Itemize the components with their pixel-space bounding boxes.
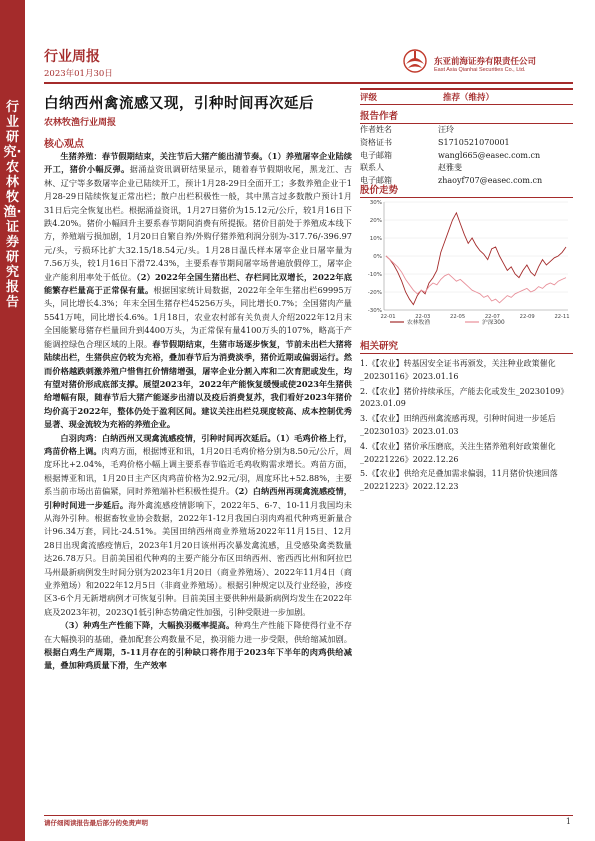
related-report-item[interactable]: 3.《【农业】田纳西州禽流感再现，引种时间进一步延后_20230103》2023.01.03 (360, 414, 556, 436)
y-tick-label: 0% (373, 254, 382, 260)
related-heading: 相关研究 (360, 338, 573, 354)
legend-label: 沪深300 (482, 320, 505, 326)
analyst-row (360, 162, 573, 175)
stock-price-chart (360, 198, 573, 330)
related-list (360, 358, 573, 494)
company-name-cn: 东亚前海证券有限责任公司 (434, 57, 537, 67)
report-title: 白纳西州禽流感又现，引种时间再次延后 (44, 96, 314, 112)
rating-bottom-bar (360, 104, 573, 105)
analyst-field-value[interactable]: wangl665@easec.com.cn (438, 150, 541, 160)
header-divider (44, 82, 573, 84)
text-segment: 据涌益资讯调研结果显示，随着春节假期收尾，黑龙江、吉林、辽宁等多数屠宰企业已陆续开工，预计1月28-29日全面开工；多数养殖企业于1月28-29日陆续恢复正常出栏；散户出栏积极性一般，其中黑言过多数散户预计1月31日后完全恢复出栏。根据涌益资讯，1月27日猪价为15.12元/公斤，较1月16日下跌4.20%。猪价小幅回升主要系春节期间消费有所提振。猪价目前处于养殖成本线下方，养殖端亏损加剧，1月20日自繁自养/外购仔猪养殖利润分别为-317.76/-396.97元/头，亏损环比扩大32.15/18.54元/头。1月28日温氏样本屠宰企业日屠宰量为7.56万头，较1月16日下滑72.43%，主要系春节期间屠宰场普遍放假停工，屠宰企业产能利用率处于低位。 (44, 164, 352, 282)
body-paragraph (44, 619, 352, 673)
analyst-field-value: 汪玲 (438, 125, 454, 134)
series-line-1 (386, 256, 566, 303)
y-tick-label: -20% (367, 290, 382, 296)
bold-text-segment: （2）2022年全国生猪出栏、存栏同比双增长，2022年底能繁存栏量高于正常保有量。 (44, 271, 352, 296)
series-line-0 (386, 213, 566, 305)
analyst-field-label: 资格证书 (360, 137, 392, 147)
body-column (44, 150, 352, 820)
analyst-field-label: 电子邮箱 (360, 150, 392, 160)
rating-top-bar (360, 88, 573, 90)
analyst-field-label: 联系人 (360, 163, 384, 173)
left-sidebar (0, 0, 25, 841)
chart-heading: 股价走势 (360, 182, 573, 198)
text-segment: 肉鸡方面，根据博亚和讯，1月20日毛鸡价格分别为8.50元/公斤，周度环比+2.04%，毛鸡价格小幅上调主要系春节临近毛鸡收购需求增长。鸡苗方面，根据博亚和讯，1月20日主产区肉鸡苗价格为2.92元/羽，周度环比+52.88%，主要系当前市场出苗偏紧，同时养殖端补栏积极性提升。 (44, 445, 352, 497)
body-paragraph (44, 432, 352, 620)
analyst-heading-wrap (360, 108, 573, 124)
y-tick-label: 10% (369, 236, 382, 242)
analyst-field-value: 赵雅斐 (438, 163, 462, 173)
analyst-row (360, 150, 573, 163)
bold-text-segment: 根据白鸡生产周期，5-11月存在的引种缺口将作用于2023年下半年的肉鸡供给减量，叠加种鸡质量下滑，生产效率 (44, 647, 352, 671)
related-report-item[interactable]: 1.《【农业】转基因安全证书再颁发，关注种业政策催化_20230116》2023.01.16 (360, 359, 556, 381)
report-type: 行业周报 (44, 49, 100, 65)
x-tick-label: 22-11 (554, 314, 570, 320)
x-tick-label: 22-01 (380, 314, 396, 320)
related-report-item[interactable]: 2.《【农业】猪价持续承压，产能去化或发生_20230109》2023.01.09 (360, 386, 569, 409)
analyst-row (360, 124, 573, 137)
rating-row (360, 91, 573, 103)
text-segment: 根据国家统计局数据，2022年全年生猪出栏69995万头，同比增长4.3%；年末全国生猪存栏45256万头，同比增长0.7%；全国猪肉产量5541万吨，同比增长4.6%。1月18日，农业农村部有关负责人介绍2022年12月末全国能繁母猪存栏量回升到4400万头，为正常保有量4100万头的107%，略高于产能调控绿色合理区域的上限。 (44, 285, 352, 349)
analyst-field-value: S1710521070001 (438, 137, 510, 147)
analyst-heading: 报告作者 (360, 108, 573, 124)
y-tick-label: -30% (367, 308, 382, 314)
disclaimer-note: 请仔细阅读报告最后部分的免责声明 (44, 819, 148, 827)
analyst-field-label: 作者姓名 (360, 125, 392, 134)
analyst-info (360, 124, 573, 188)
related-report-item[interactable]: 5.《【农业】供给充足叠加需求偏弱，11月猪价快速回落_20221223》2022.12.23 (360, 469, 558, 492)
related-report-item[interactable]: 4.《【农业】猪价承压磨底，关注生猪养殖利好政策催化_20221226》2022.12.26 (360, 441, 556, 464)
analyst-field-value[interactable]: zhaoyf707@easec.com.cn (438, 176, 543, 186)
x-tick-label: 22-05 (450, 314, 466, 320)
analyst-field-label: 电子邮箱 (360, 176, 392, 186)
page-number: 1 (565, 817, 571, 826)
rating-label: 评级 (360, 93, 378, 103)
report-date: 2023年01月30日 (44, 69, 113, 79)
legend-label: 农林牧渔 (407, 320, 431, 326)
sidebar-label: 行业研究·农林牧渔·证券研究报告 (3, 100, 22, 310)
x-tick-label: 22-09 (519, 314, 535, 320)
analyst-row (360, 137, 573, 150)
y-tick-label: 30% (369, 200, 382, 206)
text-segment: 海外禽流感疫情影响下，2022年5、6-7、10-11月我国均未从海外引种。根据畜牧业协会数据，2022年1-12月我国白羽肉鸡祖代种鸡更新量合计96.34万套，同比-24.51%。美国田纳西州商业养殖场2022年11月15日、12月28日出现禽流感疫情后，2023年1月20日该州再次暴发禽流感，且受感染禽类数量达26.78万只。目前美国祖代种鸡的主要产能分布区田纳西州、密西西比州和阿拉巴马州最新病例发生时间分别为2023年1月20日（商业养殖场）、2022年11月4日（商业养殖场）和2022年12月5日（非商业养殖场）。根据引种规定以及行业经验，涉疫区3-6个月无新增病例才可恢复引种。目前美国主要供种州最新病例均发生在2022年底及2023年初，2023Q1低引种态势确定性加强，引种受限进一步加剧。 (44, 499, 352, 617)
bold-text-segment: （3）种鸡生产性能下降，大幅换羽概率提高。 (60, 620, 235, 631)
body-paragraph (44, 150, 352, 432)
rating-value: 推荐（维持） (442, 93, 494, 103)
y-tick-label: -10% (367, 272, 382, 278)
text-segment: 种鸡生产性能下降使得行业不存在大幅换羽的基础，叠加配套公鸡数量不足，换羽能力进一步受限，供给缩减加剧。 (44, 620, 352, 644)
bold-text-segment: （2）白纳西州再现禽流感疫情，引种时间进一步延后。 (44, 486, 352, 510)
y-tick-label: 20% (369, 218, 382, 224)
bold-text-segment: 白羽肉鸡：白纳西州又现禽流感疫情，引种时间再次延后。（1）毛鸡价格上行，鸡苗价格上调。 (44, 432, 352, 456)
company-name-en: East Asia Qianhai Securities Co., Ltd. (434, 67, 526, 73)
related-research (360, 338, 573, 496)
bold-text-segment: 春节假期结束，生猪市场逐步恢复，节前未出栏大猪将陆续出栏，生猪供应仍较为充裕，叠加春节后为消费淡季，猪价近期或偏弱运行。然而价格越跌刺激养殖户惜售扛价情绪增强，屠宰企业分割入库和二次育肥或发生，均有望对猪价形成底部支撑。展望2023年，2022年产能恢复缓慢或使2023年生猪供给增幅有限，随春节后大猪产能逐步出清以及疫后消费复苏，我们看好2023年猪价均价高于2022年，整体仍处于盈利区间。建议关注出栏兑现度较高、成本控制优秀显著、现金流较为充裕的养殖企业。 (44, 338, 352, 430)
report-subtitle: 农林牧渔行业周报 (44, 118, 117, 128)
chart-heading-wrap (360, 182, 573, 198)
x-tick-label: 22-03 (415, 314, 431, 320)
bold-text-segment: 生猪养殖：春节假期结束，关注节后大猪产能出清节奏。（1）养殖屠宰企业陆续开工，猪价小幅反弹。 (44, 151, 352, 175)
footer-divider (44, 815, 573, 816)
core-view-heading: 核心观点 (44, 139, 84, 150)
x-tick-label: 22-07 (484, 314, 500, 320)
company-logo-icon (400, 48, 430, 76)
